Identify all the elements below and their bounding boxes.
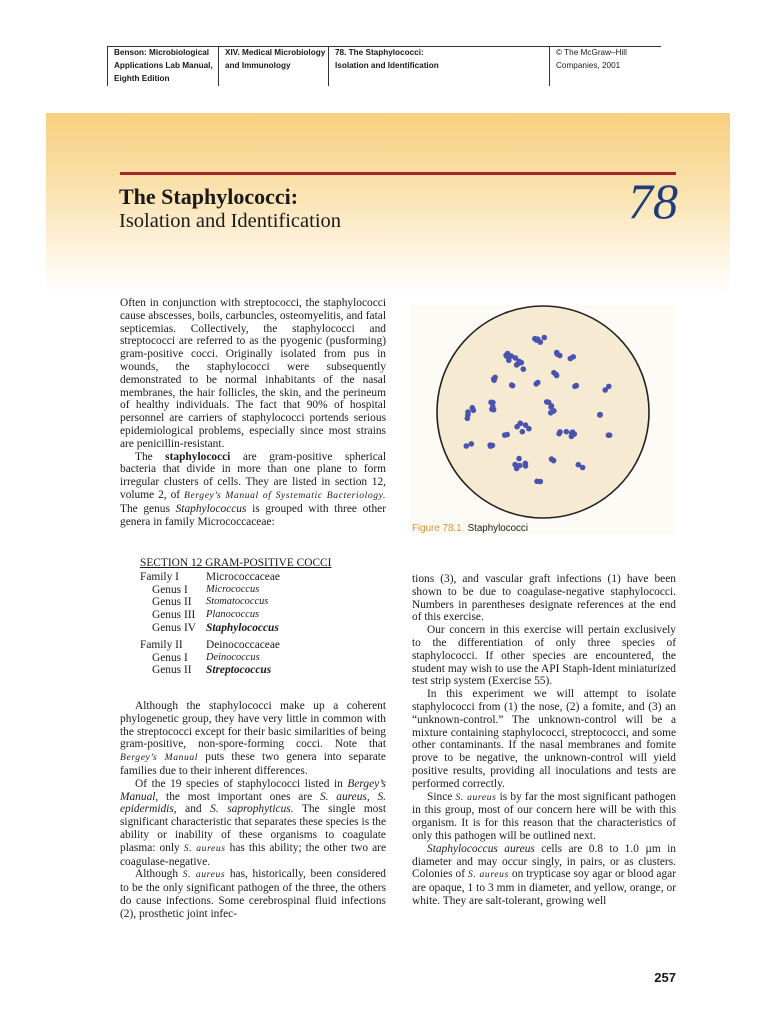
coccus-cell [553, 372, 559, 378]
book-title: Bergey’s Manual [120, 752, 199, 764]
coccus-cell [554, 351, 560, 357]
paragraph: Often in conjunction with streptococci, the staphylococci cause abscesses, boils, carbuncles, osteomyelitis, and fatal septicemias. Collectively, the staphylococci and streptococci are referred to as the pyogenic (pusforming) gram-positive cocci. Originally isolated from pus in wounds, the staphylococci were subsequently demonstrated to be normal inhabitants of the nasal membranes, the hair follicles, the skin, and the perineum of healthy individuals. The fact that 90% of hospital personnel are carriers of staphylococci portends serious epidemiological problems, especially since most strains are penicillin-resistant. [120, 297, 386, 450]
genus-label: Genus II [152, 596, 192, 609]
coccus-cell [517, 463, 523, 469]
header-chapter-line: Isolation and Identification [335, 61, 439, 70]
paragraph [412, 843, 676, 908]
page-subtitle: Isolation and Identification [119, 210, 342, 232]
coccus-cell [526, 426, 532, 432]
paragraph: Our concern in this exercise will pertain exclusively to the differentiation of only three species of staphylococci. If other species are encountered, the student may wish to use the API Staph-Ident miniaturized test strip system (Exercise 55). [412, 624, 676, 688]
paragraph [120, 868, 386, 920]
family-label: Family II [140, 638, 183, 651]
coccus-cell [488, 400, 494, 406]
coccus-cell [538, 339, 544, 345]
coccus-cell [538, 479, 544, 485]
genus-row [140, 652, 390, 665]
family-name: Micrococcaceae [206, 570, 280, 583]
genus-name: Micrococcus [206, 583, 260, 595]
body-column-right [412, 573, 676, 908]
species-name: S. aureus [455, 791, 497, 803]
text-run: The genus [120, 502, 176, 515]
header-book-line: Applications Lab Manual, [114, 61, 213, 70]
text-run: Although the staphylococci make up a coherent phylogenetic group, they have very little in common with the streptococci except for their basic similarities of being gram-positive, non-spore-forming cocci. Note that [120, 700, 386, 751]
coccus-cell [506, 358, 512, 364]
header-book [107, 46, 219, 86]
text-run: The single most significant characteristic that separates these species is the ability or inability of these organisms to coagulate plasma: only [120, 803, 386, 854]
header-copyright-line: Companies, 2001 [556, 61, 621, 70]
header-book-line: Eighth Edition [114, 74, 170, 83]
figure-staphylococci [410, 305, 676, 535]
text-run: has, historically, been considered to be the only significant pathogen of the three, the others do cause infections. Some cerebrospinal fluid infections (2), prosthetic joint infec- [120, 868, 386, 920]
running-header [107, 46, 661, 86]
header-book-line: Benson: Microbiological [114, 48, 210, 57]
coccus-cell [509, 382, 515, 388]
genus-label: Genus III [152, 609, 196, 622]
title-rule [120, 172, 676, 175]
text-run: puts these two genera into separate families due to their inherent differences. [120, 751, 386, 777]
coccus-cell [504, 432, 510, 438]
coccus-cell [465, 409, 471, 415]
text-run: Of the 19 species of staphylococci listed in [135, 777, 348, 790]
coccus-cell [505, 351, 511, 357]
family-name: Deinococcaceae [206, 638, 280, 651]
text-run: cells are 0.8 to 1.0 µm in diameter and may occur singly, in pairs, or as clusters. Colonies of [412, 842, 676, 881]
coccus-cell [544, 399, 550, 405]
coccus-cell [517, 421, 523, 427]
text-run: is by far the most significant pathogen in this group, most of our concern here will be with this organism. It is for this reason that the characteristics of only this pathogen will be outlined next. [412, 790, 676, 842]
coccus-cell [520, 429, 526, 435]
body-column-left-bottom [120, 700, 386, 921]
coccus-cell [548, 410, 554, 416]
classification-heading: SECTION 12 GRAM-POSITIVE COCCI [140, 557, 332, 569]
coccus-cell [516, 361, 522, 367]
genus-row [140, 584, 390, 597]
figure-caption-text: Staphylococci [467, 523, 529, 534]
species-name: S. saprophyticus. [210, 803, 294, 816]
header-chapter-line: 78. The Staphylococci: [335, 48, 424, 57]
book-title: Bergey’s Manual of Systematic Bacteriology. [184, 489, 386, 501]
page-number: 257 [654, 970, 676, 985]
family-row [140, 571, 390, 584]
coccus-cell [464, 443, 470, 449]
genus-row [140, 664, 390, 677]
coccus-cell [535, 380, 541, 386]
coccus-cell [491, 407, 497, 413]
text-run: and [176, 803, 211, 816]
book-title: Bergey’s Manual, [120, 777, 386, 803]
species-name: S. aureus [467, 869, 509, 881]
coccus-cell [574, 383, 580, 389]
paragraph [412, 791, 676, 843]
coccus-cell [521, 366, 527, 372]
species-name: S. aureus [182, 869, 226, 881]
header-copyright-line: © The McGraw–Hill [556, 48, 627, 57]
coccus-cell [516, 456, 522, 462]
text-run: the most important ones are [158, 790, 320, 803]
coccus-cell [606, 384, 612, 390]
classification-table [140, 557, 390, 677]
paragraph [120, 778, 386, 869]
text-run: is grouped with three other genera in family Micrococcaceae: [120, 502, 386, 528]
staphylococci-illustration [410, 305, 676, 535]
genus-name: Streptococcus [206, 664, 272, 677]
header-part [218, 46, 329, 86]
figure-label: Figure 78.1 [412, 523, 462, 534]
text-run: The [135, 450, 166, 463]
species-name: S. aureus [183, 842, 226, 854]
header-part-line: and Immunology [225, 61, 291, 70]
genus-label: Genus I [152, 651, 188, 664]
genus-row [140, 622, 390, 635]
paragraph [120, 700, 386, 778]
coccus-cell [568, 356, 574, 362]
genus-name: Stomatococcus [206, 596, 269, 608]
coccus-cell [606, 432, 612, 438]
coccus-cell [549, 456, 555, 462]
paragraph [120, 451, 386, 529]
genus-label: Genus IV [152, 621, 196, 634]
family-label: Family I [140, 570, 179, 583]
coccus-cell [542, 335, 548, 341]
coccus-cell [471, 408, 477, 414]
chapter-number: 78 [628, 173, 678, 229]
coccus-cell [564, 429, 570, 435]
paragraph: tions (3), and vascular graft infections (1) have been shown to be due to coagulase-negative staphylococci. Numbers in parentheses designate references at the end of this exercise. [412, 573, 676, 624]
body-column-left-top [120, 297, 386, 528]
genus-name: Planococcus [206, 609, 260, 621]
genus-name: Deinococcus [206, 651, 260, 663]
coccus-cell [490, 443, 496, 449]
text-run: Since [427, 790, 456, 803]
genus-row [140, 609, 390, 622]
genus-label: Genus I [152, 583, 188, 596]
header-chapter [328, 46, 545, 86]
text-run: on trypticase soy agar or blood agar are opaque, 1 to 3 mm in diameter, and yellow, orange, or white. They are salt-tolerant, growing well [412, 868, 676, 907]
text-run: has this ability; the other two are coagulase-negative. [120, 841, 387, 868]
genus-name: Staphylococcus [175, 502, 247, 515]
coccus-cell [557, 429, 563, 435]
text-run: Although [135, 868, 183, 881]
coccus-cell [465, 416, 471, 422]
coccus-cell [523, 463, 529, 469]
coccus-cell [492, 375, 498, 381]
coccus-cell [548, 404, 554, 410]
text-run: are gram-positive spherical bacteria that divide in more than one plane to form irregular clusters of cells. They are listed in section 12, volume 2, of [120, 450, 387, 501]
coccus-cell [570, 432, 576, 438]
term-bold: staphylococci [165, 450, 231, 463]
coccus-cell [469, 441, 475, 447]
species-name: S. aureus, S. epidermidis, [120, 790, 386, 816]
header-part-line: XIV. Medical Microbiology [225, 48, 326, 57]
genus-name: Staphylococcus [206, 621, 279, 634]
figure-caption [412, 523, 528, 534]
paragraph: In this experiment we will attempt to isolate staphylococci from (1) the nose, (2) a fomite, and (3) an “unknown-control.” The unknown-control will be a mixture containing staphylococci, streptococci, and some other contaminants. If the nasal membranes and fomite prove to be negative, the unknown-control will yield positive results, providing all inoculations and tests are performed correctly. [412, 688, 676, 790]
family-row [140, 639, 390, 652]
coccus-cell [580, 465, 586, 471]
page-title: The Staphylococci: [119, 184, 299, 209]
genus-row [140, 596, 390, 609]
genus-label: Genus II [152, 664, 192, 677]
coccus-cell [597, 412, 603, 418]
header-copyright [549, 46, 666, 86]
species-name: Staphylococcus aureus [427, 842, 535, 855]
